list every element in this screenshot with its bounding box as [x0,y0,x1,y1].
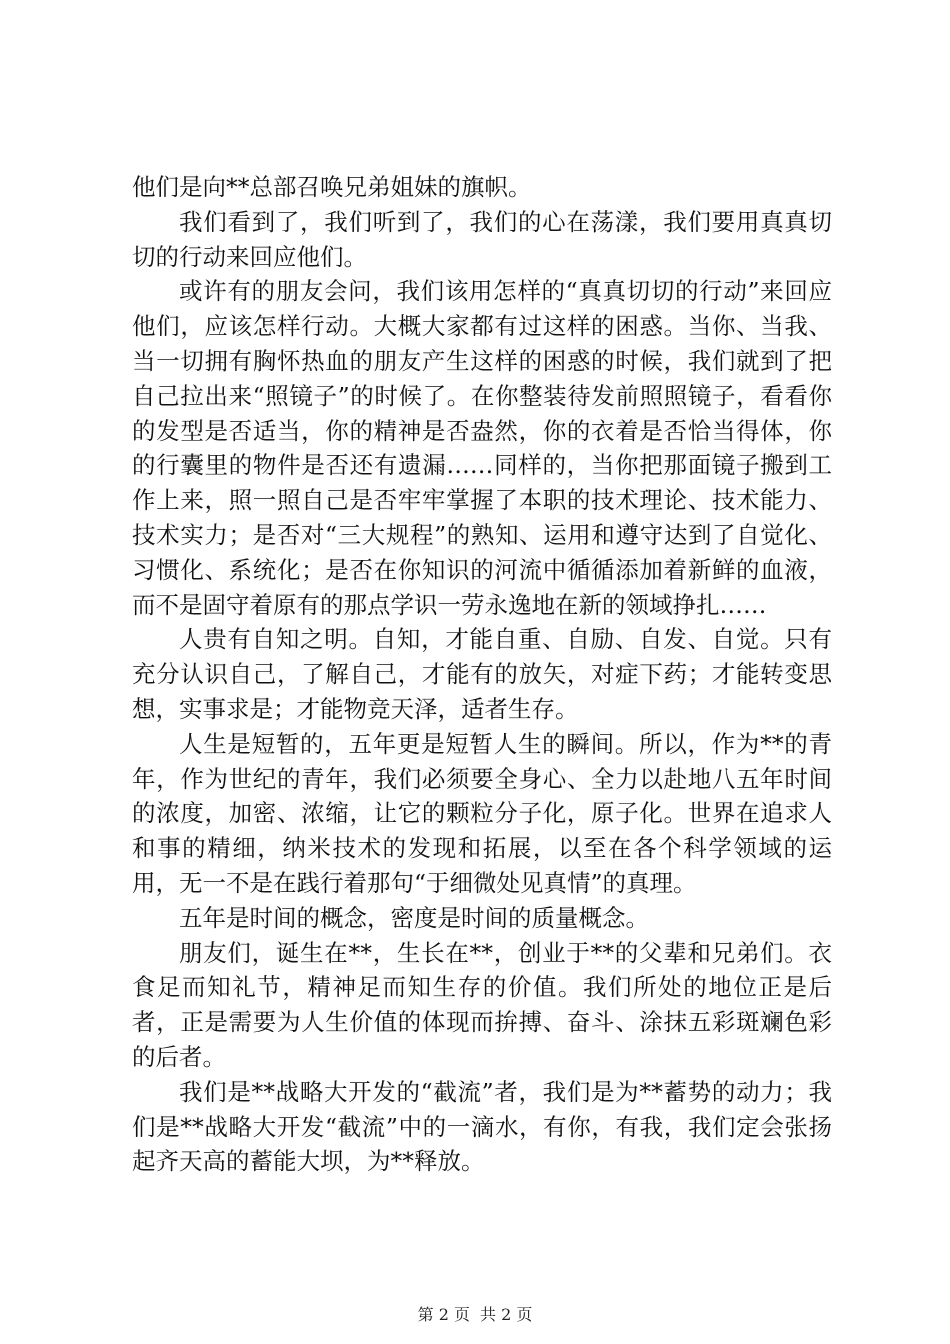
paragraph-4: 人贵有自知之明。自知，才能自重、自励、自发、自觉。只有充分认识自己，了解自己，才能有的放矢，对症下药；才能转变思想，实事求是；才能物竞天泽，适者生存。 [132,625,832,723]
document-body [132,170,832,1179]
paragraph-1: 他们是向**总部召唤兄弟姐妹的旗帜。 [132,173,532,201]
page-total: 共 2 页 [480,1305,533,1324]
paragraph-3: 或许有的朋友会问，我们该用怎样的“真真切切的行动”来回应他们，应该怎样行动。大概大家都有过这样的困惑。当你、当我、当一切拥有胸怀热血的朋友产生这样的困惑的时候，我们就到了把自己拉出来“照镜子”的时候了。在你整装待发前照照镜子，看看你的发型是否适当，你的精神是否盎然，你的衣着是否恰当得体，你的行囊里的物件是否还有遗漏……同样的，当你把那面镜子搬到工作上来，照一照自己是否牢牢掌握了本职的技术理论、技术能力、技术实力；是否对“三大规程”的熟知、运用和遵守达到了自觉化、习惯化、系统化；是否在你知识的河流中循循添加着新鲜的血液，而不是固守着原有的那点学识一劳永逸地在新的领域挣扎…… [132,277,832,619]
paragraph-5: 人生是短暂的，五年更是短暂人生的瞬间。所以，作为**的青年，作为世纪的青年，我们必须要全身心、全力以赴地八五年时间的浓度，加密、浓缩，让它的颗粒分子化，原子化。世界在追求人和事的精细，纳米技术的发现和拓展，以至在各个科学领域的运用，无一不是在践行着那句“于细微处见真情”的真理。 [132,729,832,897]
paragraph-6: 五年是时间的概念，密度是时间的质量概念。 [179,903,649,932]
paragraph-2: 我们看到了，我们听到了，我们的心在荡漾，我们要用真真切切的行动来回应他们。 [132,207,832,271]
paragraph-7: 朋友们，诞生在**，生长在**，创业于**的父辈和兄弟们。衣食足而知礼节，精神足而知生存的价值。我们所处的地位正是后者，正是需要为人生价值的体现而拚搏、奋斗、涂抹五彩斑斓色彩的后者。 [132,938,832,1071]
page-footer [0,1302,950,1325]
paragraph-8: 我们是**战略大开发的“截流”者，我们是为**蓄势的动力；我们是**战略大开发“截流”中的一滴水，有你，有我，我们定会张扬起齐天高的蓄能大坝，为**释放。 [132,1077,832,1176]
page-number: 第 2 页 [417,1305,470,1324]
